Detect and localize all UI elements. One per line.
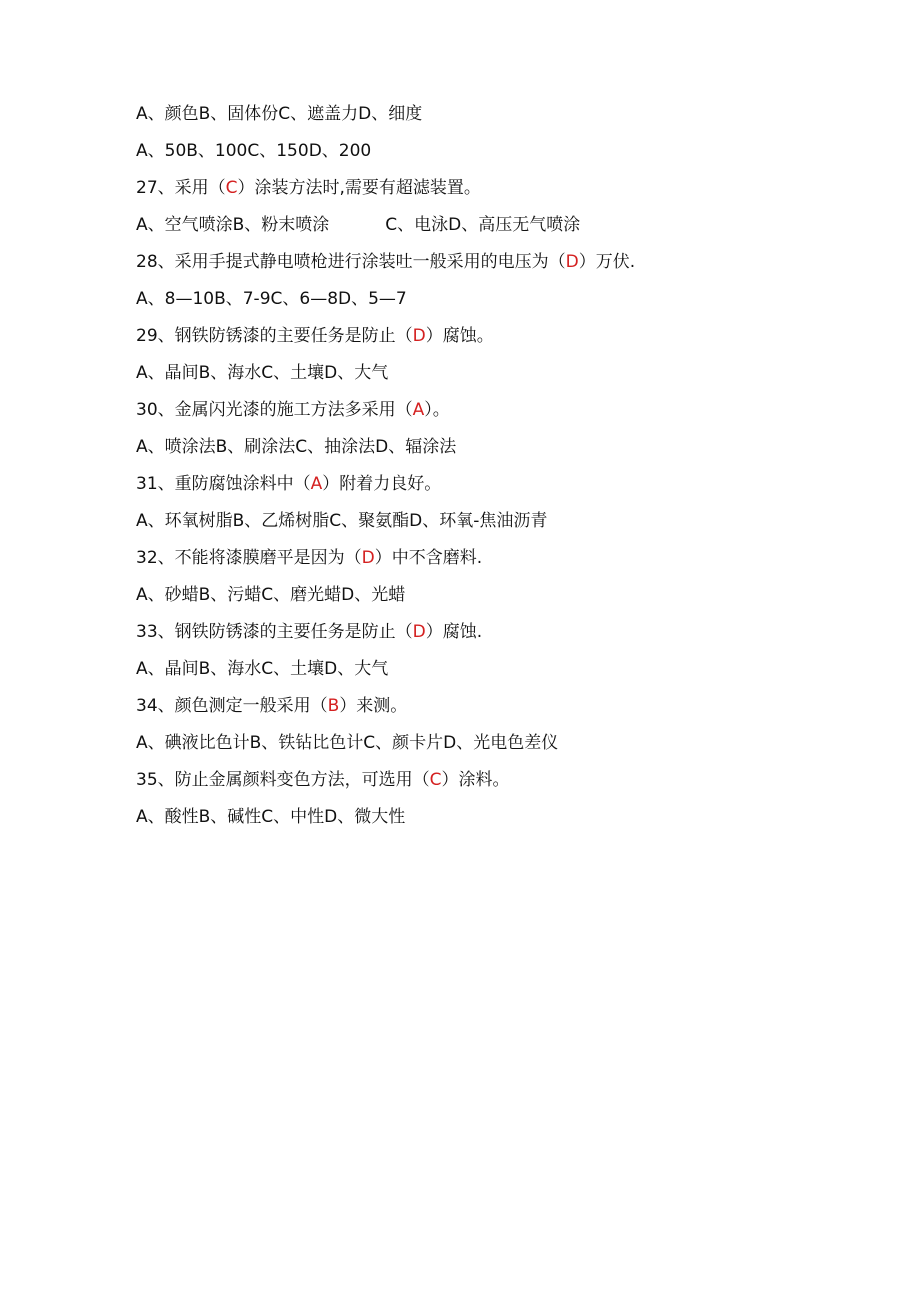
- question-text-after: ）涂料。: [441, 770, 510, 790]
- question-28: [136, 248, 836, 285]
- question-34: [136, 692, 836, 729]
- question-text-after: ）。: [424, 400, 450, 420]
- question-text-before: 28、采用手提式静电喷枪进行涂装吐一般采用的电压为（: [136, 252, 566, 272]
- answer-letter: D: [361, 548, 375, 568]
- option-text: A、碘液比色计B、铁钻比色计C、颜卡片D、光电色差仪: [136, 733, 559, 753]
- question-text-before: 31、重防腐蚀涂料中（: [136, 474, 311, 494]
- option-line: [136, 100, 836, 137]
- question-text-after: ）附着力良好。: [322, 474, 442, 494]
- question-list: [136, 100, 836, 840]
- question-text-before: 32、不能将漆膜磨平是因为（: [136, 548, 362, 568]
- answer-letter: D: [565, 252, 579, 272]
- option-line: [136, 729, 836, 766]
- question-33: [136, 618, 836, 655]
- answer-letter: D: [412, 622, 426, 642]
- question-text-after: ）涂装方法时,需要有超滤装置。: [237, 178, 481, 198]
- question-text-after: ）来测。: [339, 696, 408, 716]
- option-text: A、晶间B、海水C、土壤D、大气: [136, 363, 389, 383]
- option-text: A、环氧树脂B、乙烯树脂C、聚氨酯D、环氧-焦油沥青: [136, 511, 548, 531]
- question-text-after: ）腐蚀.: [425, 622, 483, 642]
- option-text: A、50B、100C、150D、200: [136, 141, 372, 161]
- option-text: A、晶间B、海水C、土壤D、大气: [136, 659, 389, 679]
- question-text-after: ）腐蚀。: [425, 326, 494, 346]
- option-line: [136, 507, 836, 544]
- option-text-continued: C、电泳D、高压无气喷涂: [385, 215, 581, 235]
- question-text-before: 33、钢铁防锈漆的主要任务是防止（: [136, 622, 413, 642]
- question-30: [136, 396, 836, 433]
- question-text-after: ）万伏.: [578, 252, 636, 272]
- option-line: [136, 581, 836, 618]
- question-35: [136, 766, 836, 803]
- option-line: [136, 137, 836, 174]
- option-text: A、砂蜡B、污蜡C、磨光蜡D、光蜡: [136, 585, 406, 605]
- question-text-before: 27、采用（: [136, 178, 226, 198]
- option-line: [136, 433, 836, 470]
- question-31: [136, 470, 836, 507]
- option-line: [136, 211, 836, 248]
- question-32: [136, 544, 836, 581]
- answer-letter: C: [429, 770, 442, 790]
- option-text: A、颜色B、固体份C、遮盖力D、细度: [136, 104, 423, 124]
- option-text: A、喷涂法B、刷涂法C、抽涂法D、辐涂法: [136, 437, 457, 457]
- question-text-before: 34、颜色测定一般采用（: [136, 696, 328, 716]
- answer-letter: A: [412, 400, 425, 420]
- answer-letter: B: [327, 696, 340, 716]
- question-text-before: 30、金属闪光漆的施工方法多采用（: [136, 400, 413, 420]
- option-text: A、空气喷涂B、粉末喷涂: [136, 215, 330, 235]
- answer-letter: D: [412, 326, 426, 346]
- option-line: [136, 655, 836, 692]
- answer-letter: C: [225, 178, 238, 198]
- question-text-before: 29、钢铁防锈漆的主要任务是防止（: [136, 326, 413, 346]
- option-line: [136, 285, 836, 322]
- option-line: [136, 803, 836, 840]
- option-text: A、8—10B、7-9C、6—8D、5—7: [136, 289, 407, 309]
- option-text: A、酸性B、碱性C、中性D、微大性: [136, 807, 406, 827]
- answer-letter: A: [310, 474, 323, 494]
- question-text-before: 35、防止金属颜料变色方法，可选用（: [136, 770, 430, 790]
- question-29: [136, 322, 836, 359]
- question-text-after: ）中不含磨料.: [374, 548, 483, 568]
- question-27: [136, 174, 836, 211]
- option-line: [136, 359, 836, 396]
